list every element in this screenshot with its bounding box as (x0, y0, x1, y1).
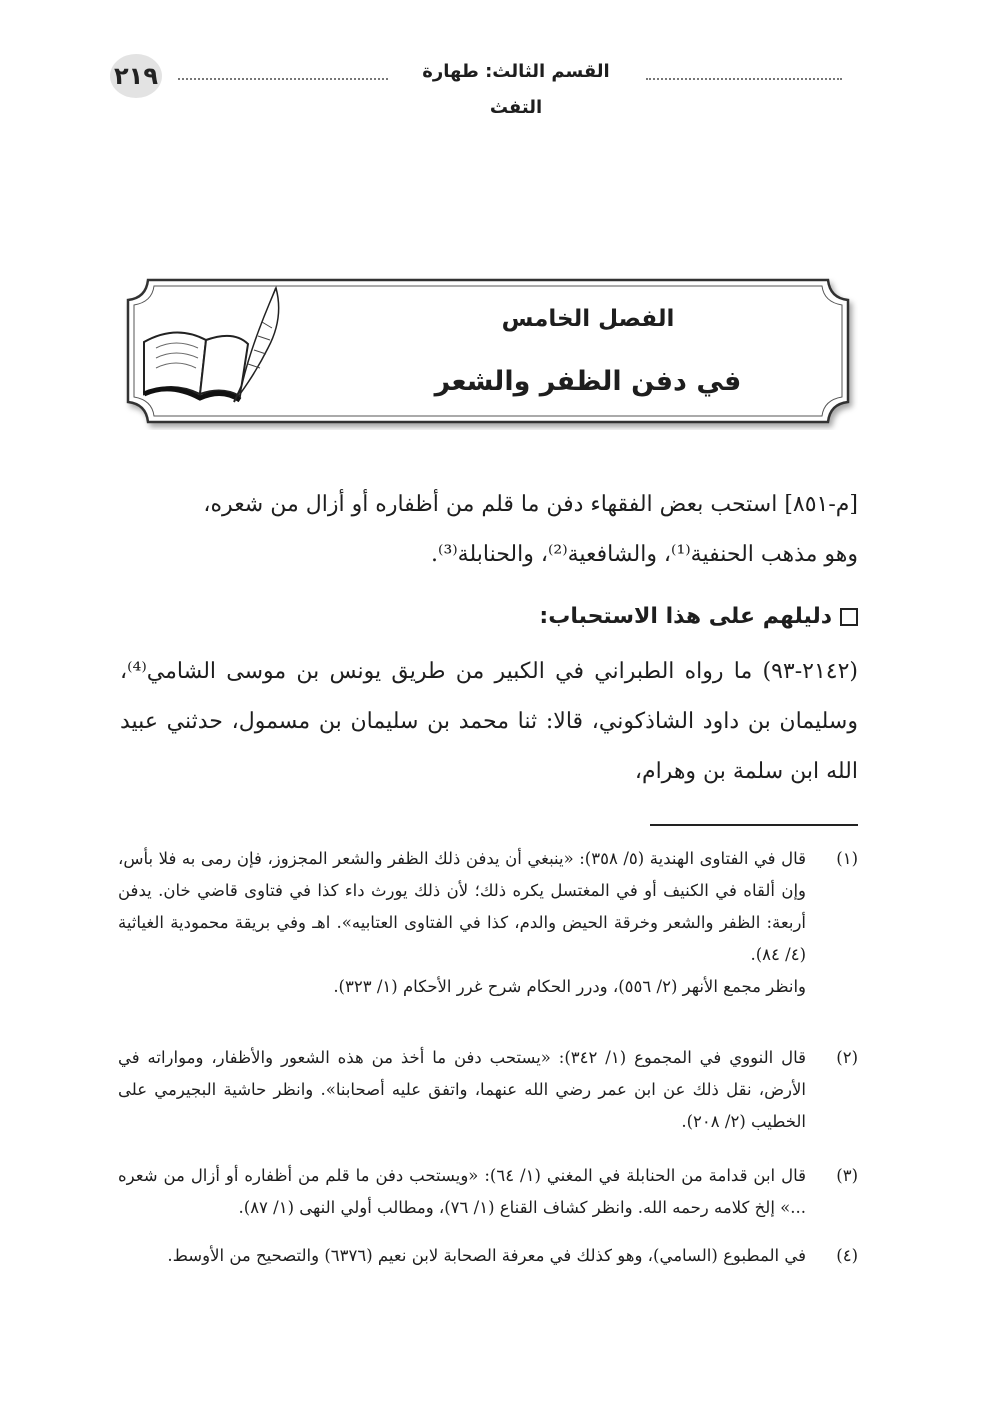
hadith-paragraph: (٢١٤٢-٩٣) ما رواه الطبراني في الكبير من طريق يونس بن موسى الشامي⁽⁴⁾، وسليمان بن داود الشاذكوني، قالا: ثنا محمد بن سليمان بن مسمول، حدثني عبيد الله ابن سلمة بن وهرام، (120, 659, 858, 784)
footnote-text: قال النووي في المجموع (١/ ٣٤٢): «يستحب دفن ما أخذ من هذه الشعور والأظفار، ومواراته في الأرض، نقل ذلك عن ابن عمر رضي الله عنهما، واتفق عليه أصحابنا». وانظر حاشية البجيرمي على الخطيب (٢/ ٢٠٨). (118, 1048, 807, 1131)
footnote (118, 843, 858, 1003)
footnote (118, 1240, 858, 1272)
footnote-extra: وانظر مجمع الأنهر (٢/ ٥٥٦)، ودرر الحكام شرح غرر الأحكام (١/ ٣٢٣). (333, 977, 806, 996)
evidence-heading-text: دليلهم على هذا الاستحباب: (539, 604, 832, 629)
book-quill-icon (136, 282, 286, 412)
footnote (118, 1160, 858, 1224)
footnote-number: (٤) (836, 1246, 858, 1265)
header-dotted-rule-right (646, 78, 842, 80)
chapter-title-box (118, 272, 858, 430)
checkbox-bullet-icon (840, 608, 858, 626)
footnote-number: (٢) (836, 1048, 858, 1067)
page-header (108, 50, 848, 118)
page-number: ٢١٩ (110, 54, 162, 98)
footnote-separator (650, 824, 858, 826)
footnote (118, 1042, 858, 1138)
intro-line-1: [م-٨٥١] استحب بعض الفقهاء دفن ما قلم من أظفاره أو أزال من شعره، (203, 492, 858, 517)
chapter-label: الفصل الخامس (501, 306, 675, 332)
running-title: القسم الثالث: طهارة التفث (422, 61, 610, 118)
evidence-heading (300, 597, 858, 637)
chapter-title: في دفن الظفر والشعر (434, 366, 742, 397)
footnote-number: (١) (836, 849, 858, 868)
header-dotted-rule-left (178, 78, 388, 80)
intro-line-2: وهو مذهب الحنفية⁽¹⁾، والشافعية⁽²⁾، والحنابلة⁽³⁾. (431, 542, 858, 567)
footnote-number: (٣) (836, 1166, 858, 1185)
footnote-text: قال في الفتاوى الهندية (٥/ ٣٥٨): «ينبغي أن يدفن ذلك الظفر والشعر المجزوز، فإن رمى به فلا بأس، وإن ألقاه في الكنيف أو في المغتسل يكره ذلك؛ لأن ذلك يورث داء كذا في فتاوى قاضي خان. يدفن أربعة: الظفر والشعر وخرقة الحيض والدم، كذا في الفتاوى العتابيه». اهـ وفي بريقة محمودية الغياثية (٤/ ٨٤). (118, 849, 806, 964)
intro-paragraph (120, 480, 858, 580)
footnote-text: قال ابن قدامة من الحنابلة في المغني (١/ ٦٤): «ويستحب دفن ما قلم من أظفاره أو أزال من شعره ...» إلخ كلامه رحمه الله. وانظر كشاف القناع (١/ ٧٦)، ومطالب أولي النهى (١/ ٨٧). (118, 1166, 806, 1217)
footnote-text: في المطبوع (السامي)، وهو كذلك في معرفة الصحابة لابن نعيم (٦٣٧٦) والتصحيح من الأوسط. (167, 1246, 806, 1265)
